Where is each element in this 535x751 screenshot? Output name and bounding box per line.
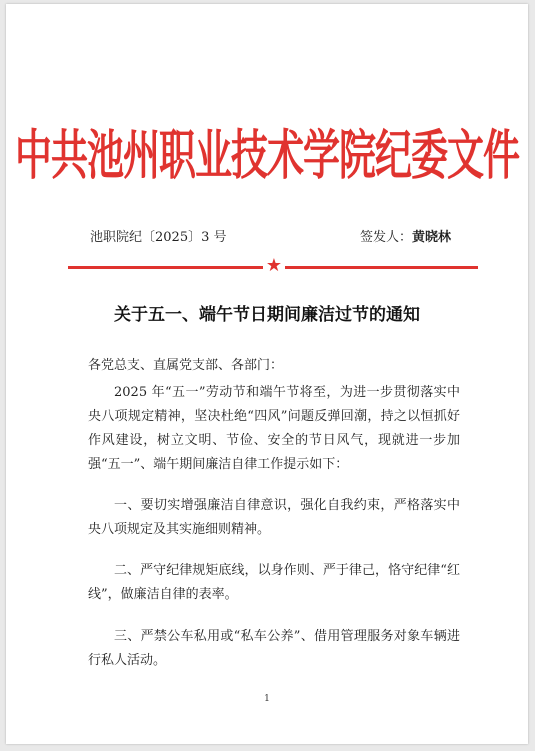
paragraph-intro: 2025 年“五一”劳动节和端午节将至，为进一步贯彻落实中央八项规定精神，坚决杜绝“四风”问题反弹回潮，持之以恒抓好作风建设，树立文明、节俭、安全的节日风气，现就进一步加强“五一”、端午期间廉洁自律工作提示如下： [88, 385, 460, 472]
paragraph-item-1: 一、要切实增强廉洁自律意识，强化自我约束，严格落实中央八项规定及其实施细则精神。 [88, 498, 460, 537]
document-number: 池职院纪〔2025〕3 号 [90, 230, 227, 245]
paragraph-item-3: 三、严禁公车私用或“私车公养”、借用管理服务对象车辆进行私人活动。 [88, 629, 460, 668]
notice-title: 关于五一、端午节日期间廉洁过节的通知 [114, 305, 420, 325]
red-rule-right [285, 266, 478, 269]
page-number: 1 [264, 694, 270, 704]
paragraph-item-2: 二、严守纪律规矩底线，以身作则、严于律己，恪守纪律“红线”，做廉洁自律的表率。 [88, 563, 460, 602]
issuer-name: 黄晓林 [411, 230, 451, 245]
red-rule-left [68, 266, 263, 269]
issuer [360, 226, 451, 245]
red-header-title: 中共池州职业技术学院纪委文件 [15, 122, 519, 187]
star-icon: ★ [265, 255, 283, 276]
document-page [6, 4, 528, 744]
salutation: 各党总支、直属党支部、各部门： [88, 358, 284, 373]
issuer-label: 签发人： [359, 230, 412, 245]
